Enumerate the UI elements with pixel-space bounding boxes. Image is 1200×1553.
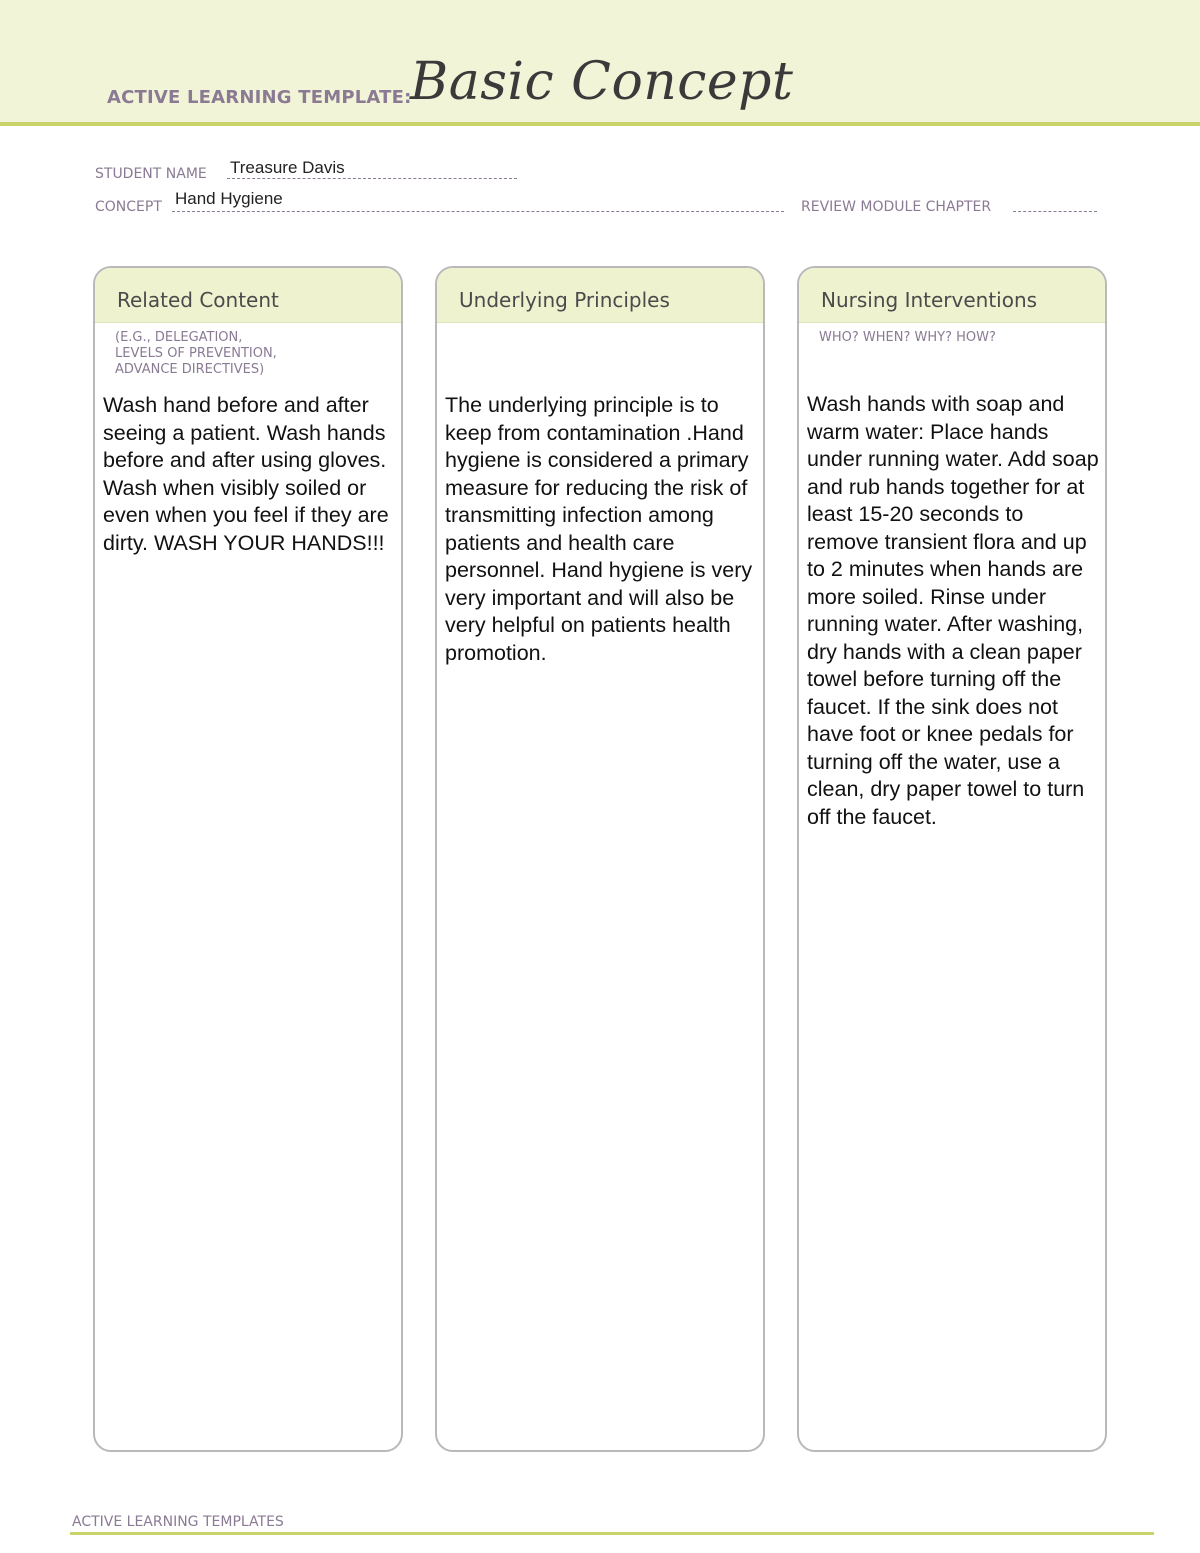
concept-value[interactable]: Hand Hygiene bbox=[175, 189, 283, 208]
underlying-principles-text[interactable]: The underlying principle is to keep from contamination .Hand hygiene is considered a primary measure for reducing the risk of transmitting infection among patients and health care personnel. Hand hygiene is very very important and will also be very helpful on patients health promotion. bbox=[445, 393, 753, 665]
related-content-title: Related Content bbox=[117, 288, 279, 312]
nursing-interventions-text[interactable]: Wash hands with soap and warm water: Place hands under running water. Add soap and rub hands together for at least 15-20 seconds to remove transient flora and up to 2 minutes when hands are more soiled. Rinse under running water. After washing, dry hands with a clean paper towel before turning off the faucet. If the sink does not have foot or knee pedals for turning off the water, use a clean, dry paper towel to turn off the faucet. bbox=[807, 392, 1099, 829]
template-label: ACTIVE LEARNING TEMPLATE: bbox=[107, 87, 412, 108]
footer-label: ACTIVE LEARNING TEMPLATES bbox=[72, 1514, 284, 1530]
related-content-hint bbox=[115, 330, 277, 378]
nursing-interventions-title: Nursing Interventions bbox=[821, 288, 1038, 312]
nursing-interventions-header bbox=[799, 268, 1105, 323]
underlying-principles-column bbox=[435, 266, 765, 1452]
nursing-interventions-column bbox=[797, 266, 1107, 1452]
concept-line bbox=[172, 211, 784, 212]
related-content-text[interactable]: Wash hand before and after seeing a patient. Wash hands before and after using gloves. Wash when visibly soiled or even when you feel if they are dirty. WASH YOUR HANDS!!! bbox=[103, 393, 389, 555]
related-content-column bbox=[93, 266, 403, 1452]
hint-line: (E.G., DELEGATION, bbox=[115, 330, 243, 345]
underlying-principles-header bbox=[437, 268, 763, 323]
concept-label: CONCEPT bbox=[95, 199, 162, 215]
underlying-principles-title: Underlying Principles bbox=[459, 288, 670, 312]
hint-line: ADVANCE DIRECTIVES) bbox=[115, 362, 265, 377]
footer-rule bbox=[70, 1532, 1154, 1535]
review-module-line bbox=[1013, 211, 1097, 212]
student-name-value[interactable]: Treasure Davis bbox=[230, 158, 345, 177]
student-name-line bbox=[227, 178, 517, 179]
template-title: Basic Concept bbox=[410, 52, 794, 112]
related-content-header bbox=[95, 268, 401, 323]
student-name-label: STUDENT NAME bbox=[95, 166, 207, 182]
hint-line: LEVELS OF PREVENTION, bbox=[115, 346, 277, 361]
nursing-interventions-hint: WHO? WHEN? WHY? HOW? bbox=[819, 330, 996, 345]
header-rule bbox=[0, 122, 1200, 126]
review-module-label: REVIEW MODULE CHAPTER bbox=[801, 199, 992, 215]
